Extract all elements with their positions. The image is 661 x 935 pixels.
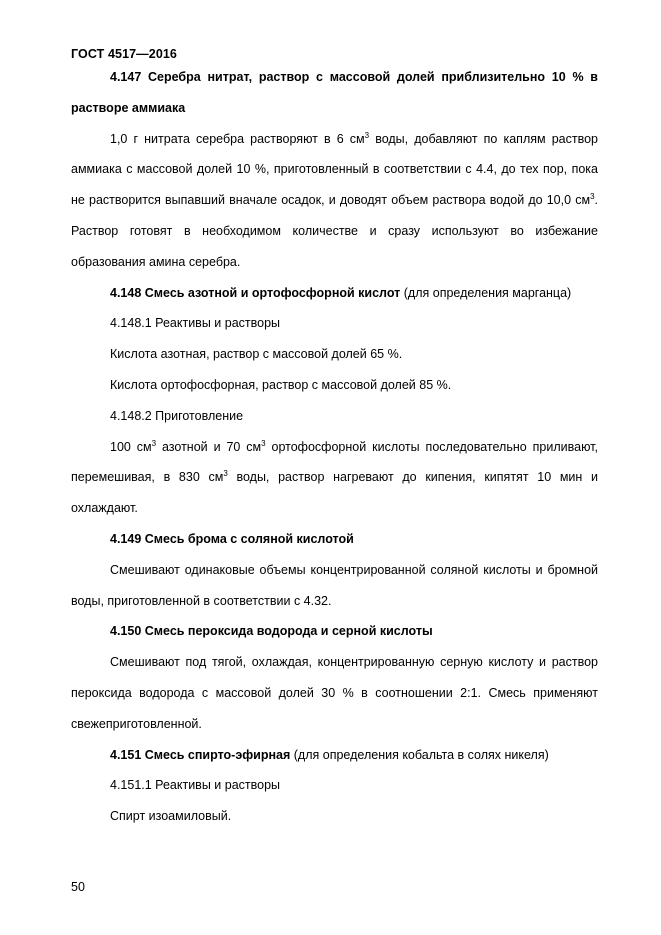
text-run: азотной и 70 см (156, 439, 262, 454)
section-148-1-subheading: 4.148.1 Реактивы и растворы (110, 316, 281, 331)
document-body (71, 62, 598, 832)
section-150-paragraph: Смешивают под тягой, охлаждая, концентрированную серную кислоту и раствор пероксида водорода с массовой долей 30 % в соотношении 2:1. Смесь применяют свежеприготовленной. (71, 655, 598, 731)
text-run: 100 см (110, 439, 152, 454)
section-148-2-subheading: 4.148.2 Приготовление (110, 408, 244, 423)
section-151-heading (71, 740, 598, 771)
text-run: воды, раствор нагревают до кипения, кипятят 10 мин и охлаждают. (71, 470, 599, 516)
superscript: 3 (590, 192, 595, 202)
superscript: 3 (151, 438, 157, 448)
superscript: 3 (261, 438, 266, 448)
section-149-paragraph: Смешивают одинаковые объемы концентрированной соляной кислоты и бромной воды, приготовленной в соответствии с 4.32. (71, 562, 598, 608)
superscript: 3 (364, 130, 370, 140)
heading-text: 4.151 Смесь спирто-эфирная (110, 747, 291, 762)
page-number: 50 (71, 880, 85, 894)
reagent-item: Кислота ортофосфорная, раствор с массовой долей 85 %. (110, 377, 452, 392)
section-147-heading: 4.147 Серебра нитрат, раствор с массовой долей приблизительно 10 % в растворе аммиака (71, 70, 598, 115)
section-151-1-subheading: 4.151.1 Реактивы и растворы (110, 778, 281, 793)
text-run: ортофосфорной кислоты последовательно приливают, перемешивая, в 830 см (71, 439, 598, 485)
document-header: ГОСТ 4517—2016 (71, 47, 177, 61)
section-149-heading: 4.149 Смесь брома с соляной кислотой (110, 531, 354, 546)
text-run: воды, добавляют по каплям раствор аммиака с массовой долей 10 %, приготовленный в соответствии с 4.4, до тех пор, пока не растворится выпавший вначале осадок, и доводят объем раствора водой до 10,0 см (71, 131, 598, 208)
heading-note: (для определения марганца) (400, 285, 572, 300)
section-147-paragraph (71, 124, 598, 278)
heading-note: (для определения кобальта в солях никеля) (290, 747, 549, 762)
section-148-heading (71, 278, 598, 309)
superscript: 3 (223, 469, 228, 479)
section-148-paragraph (71, 432, 598, 524)
text-run: 1,0 г нитрата серебра растворяют в 6 см (110, 131, 365, 146)
heading-text: 4.148 Смесь азотной и ортофосфорной кислот (110, 285, 401, 300)
reagent-item: Кислота азотная, раствор с массовой долей 65 %. (110, 347, 403, 362)
text-run: . Раствор готовят в необходимом количестве и сразу используют во избежание образования амина серебра. (71, 193, 598, 269)
section-150-heading: 4.150 Смесь пероксида водорода и серной кислоты (110, 624, 433, 639)
reagent-item: Спирт изоамиловый. (110, 809, 232, 824)
